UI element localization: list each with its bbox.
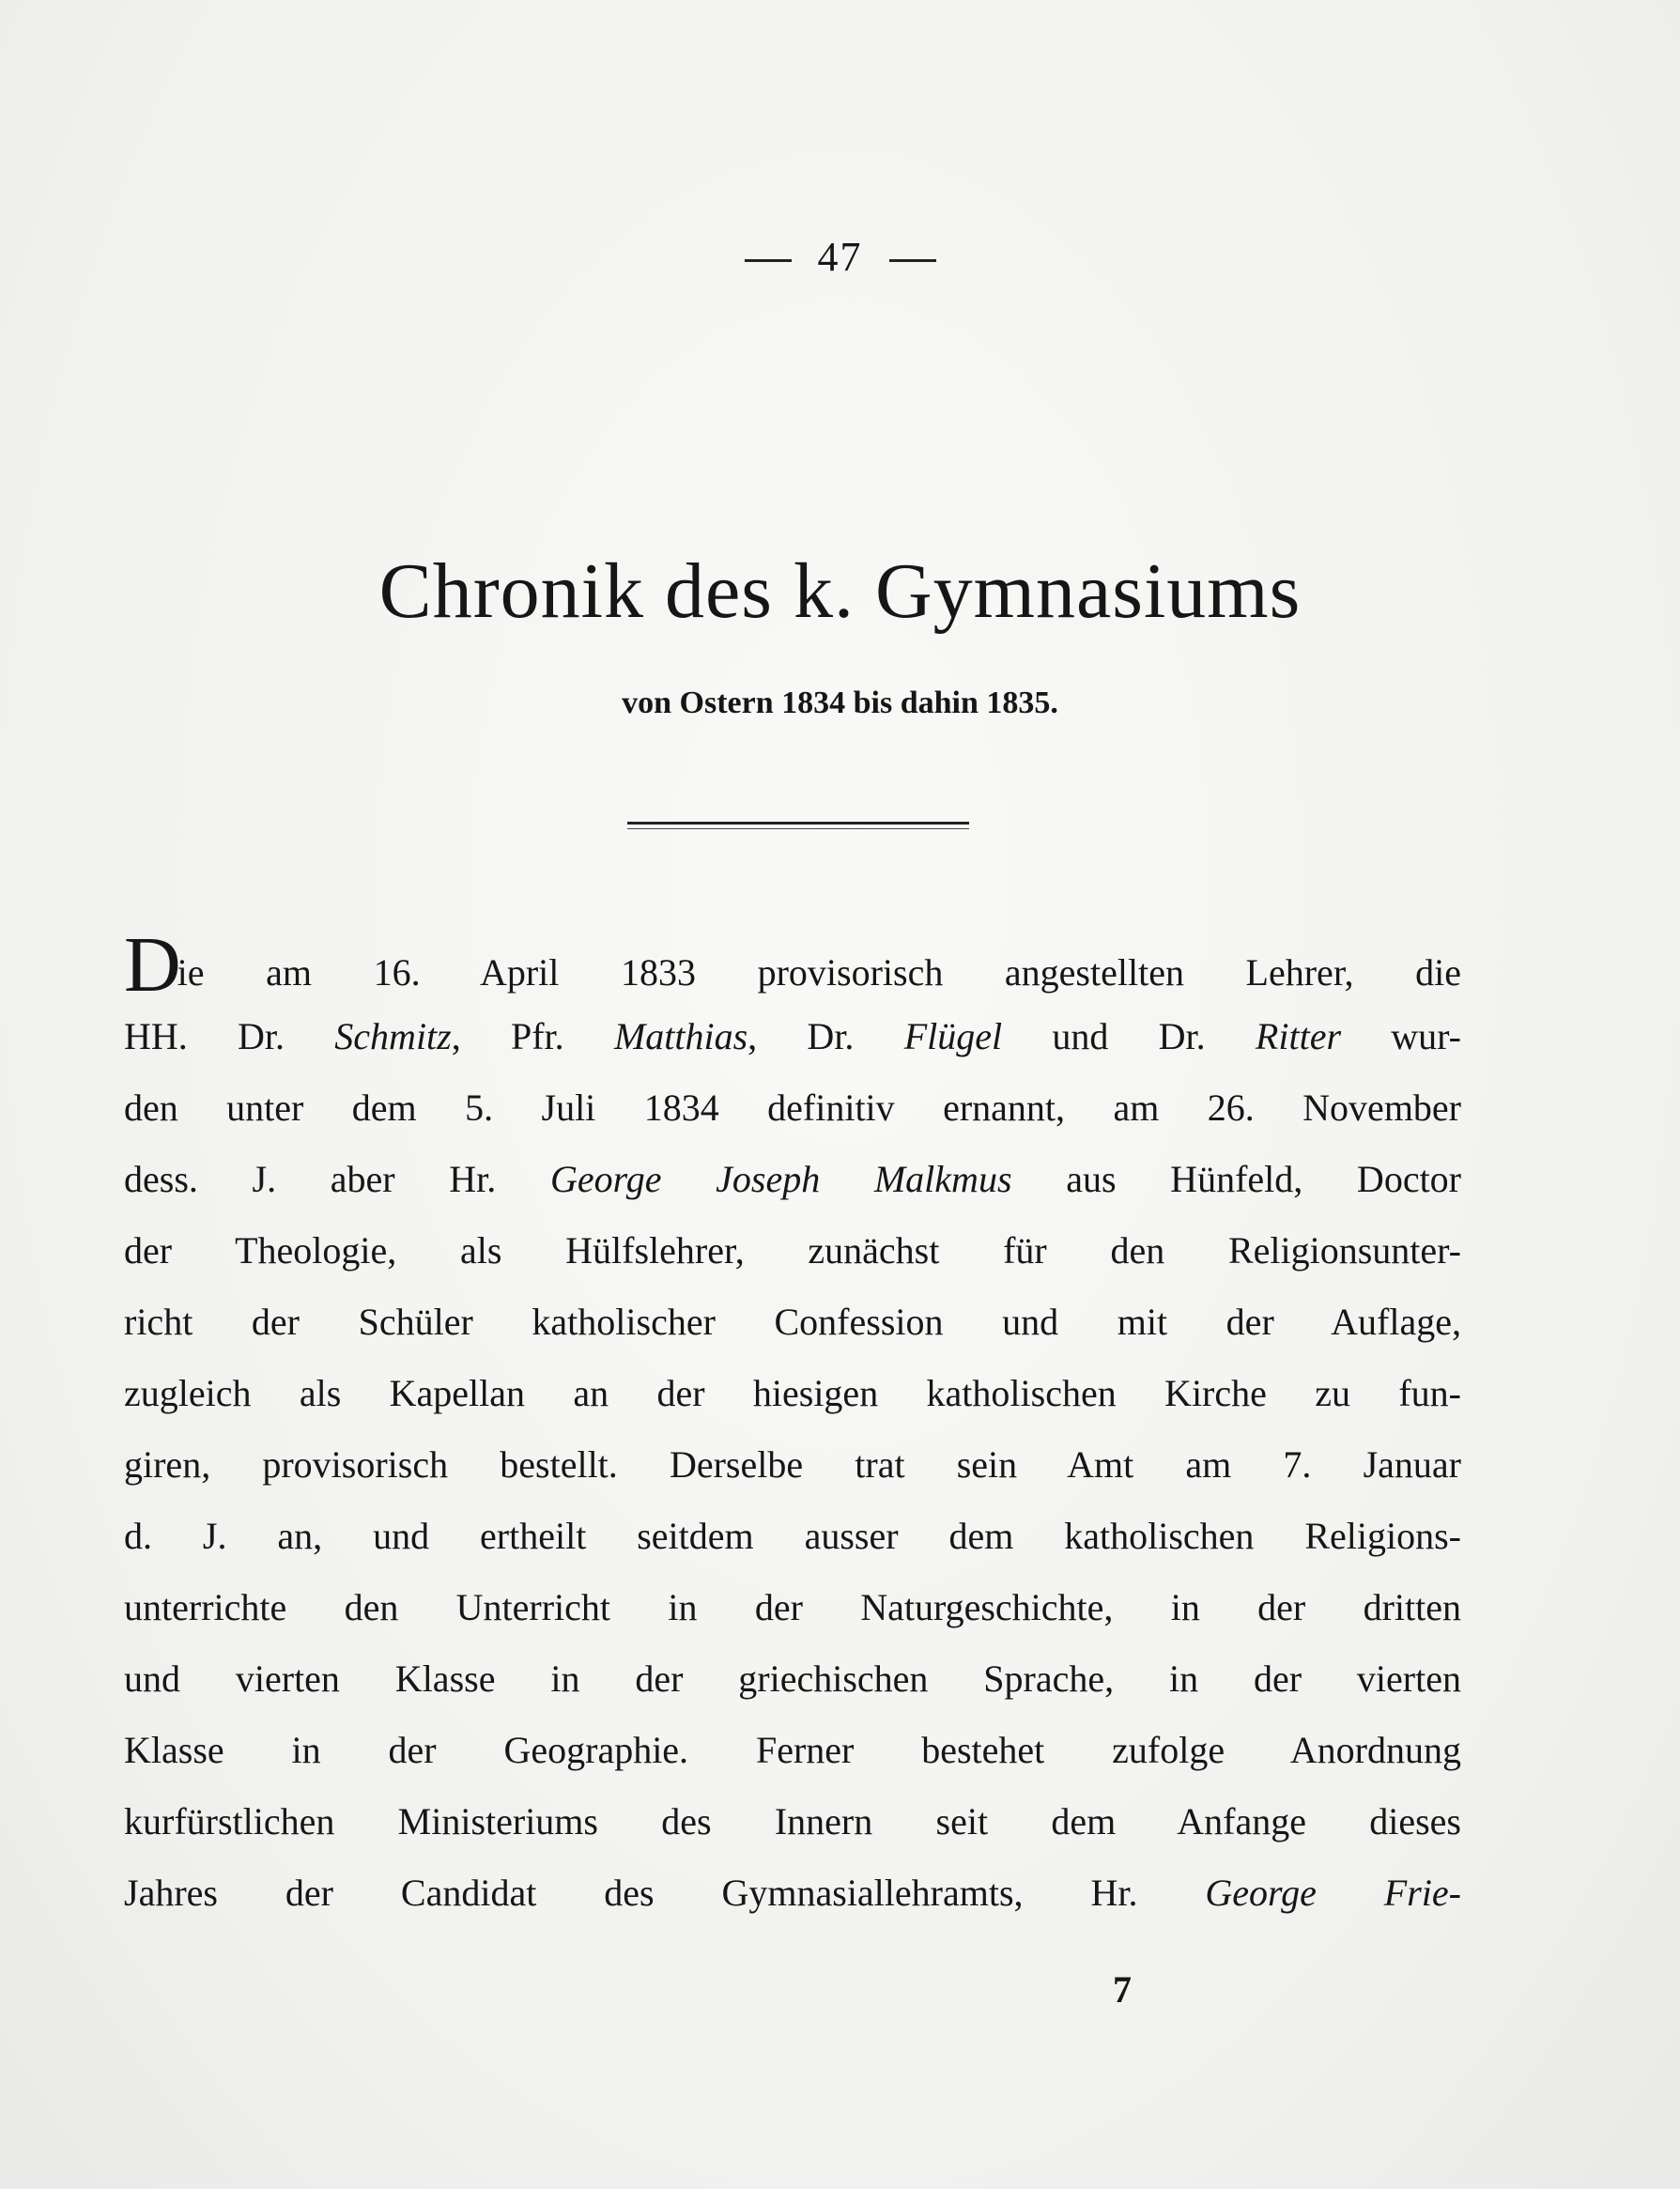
text-line (124, 1858, 1461, 1929)
text-line: d. J. an, und ertheilt seitdem ausser dem katholischen Religions- (124, 1515, 1461, 1557)
person-name: Matthias (613, 1015, 748, 1057)
text-segment: , Dr. (748, 1015, 904, 1057)
text-line: der Theologie, als Hülfslehrer, zunächst für den Religionsunter- (124, 1229, 1461, 1272)
person-name: George Joseph Malkmus (549, 1158, 1012, 1200)
text-segment: und Dr. (1002, 1015, 1256, 1057)
text-line: zugleich als Kapellan an der hiesigen katholischen Kirche zu fun- (124, 1372, 1461, 1414)
text-segment: Jahres der Candidat des Gymnasiallehramts, Hr. (124, 1872, 1206, 1914)
text-line: unterrichte den Unterricht in der Naturgeschichte, in der dritten (124, 1586, 1461, 1628)
text-line (124, 1001, 1461, 1072)
text-line: den unter dem 5. Juli 1834 definitiv ernannt, am 26. November (124, 1087, 1461, 1129)
page-number-value: 47 (817, 234, 863, 280)
page-subtitle: von Ostern 1834 bis dahin 1835. (622, 686, 1058, 720)
text-segment: wur- (1341, 1015, 1462, 1057)
text-line: kurfürstlichen Ministeriums des Innern seit dem Anfange dieses (124, 1800, 1461, 1842)
text-line: richt der Schüler katholischer Confession und mit der Auflage, (124, 1301, 1461, 1343)
page-number (0, 233, 1680, 281)
text-line: giren, provisorisch bestellt. Derselbe trat sein Amt am 7. Januar (124, 1443, 1461, 1486)
signature-mark: 7 (1113, 1968, 1132, 2011)
dash-right (889, 259, 936, 262)
body-paragraph (124, 921, 1462, 1929)
text-segment: aus Hünfeld, Doctor (1011, 1158, 1461, 1200)
text-line (124, 921, 1461, 1009)
person-name: Schmitz (334, 1015, 452, 1057)
drop-cap: D (124, 921, 181, 1009)
text-segment: , Pfr. (451, 1015, 614, 1057)
text-segment: ie am 16. April 1833 provisorisch angestellten Lehrer, die (177, 951, 1461, 994)
text-line: Klasse in der Geographie. Ferner bestehet zufolge Anordnung (124, 1729, 1461, 1771)
text-segment: HH. Dr. (124, 1015, 335, 1057)
text-line (124, 1144, 1461, 1215)
page-title: Chronik des k. Gymnasiums (378, 547, 1302, 635)
text-segment: dess. J. aber Hr. (124, 1158, 550, 1200)
rule-thin-line (627, 828, 969, 829)
rule-thick-line (627, 822, 969, 825)
person-name: George Frie- (1205, 1872, 1461, 1914)
person-name: Flügel (903, 1015, 1003, 1057)
person-name: Ritter (1255, 1015, 1342, 1057)
ornamental-rule (627, 822, 969, 831)
dash-left (745, 259, 792, 262)
text-line: und vierten Klasse in der griechischen Sprache, in der vierten (124, 1657, 1461, 1700)
